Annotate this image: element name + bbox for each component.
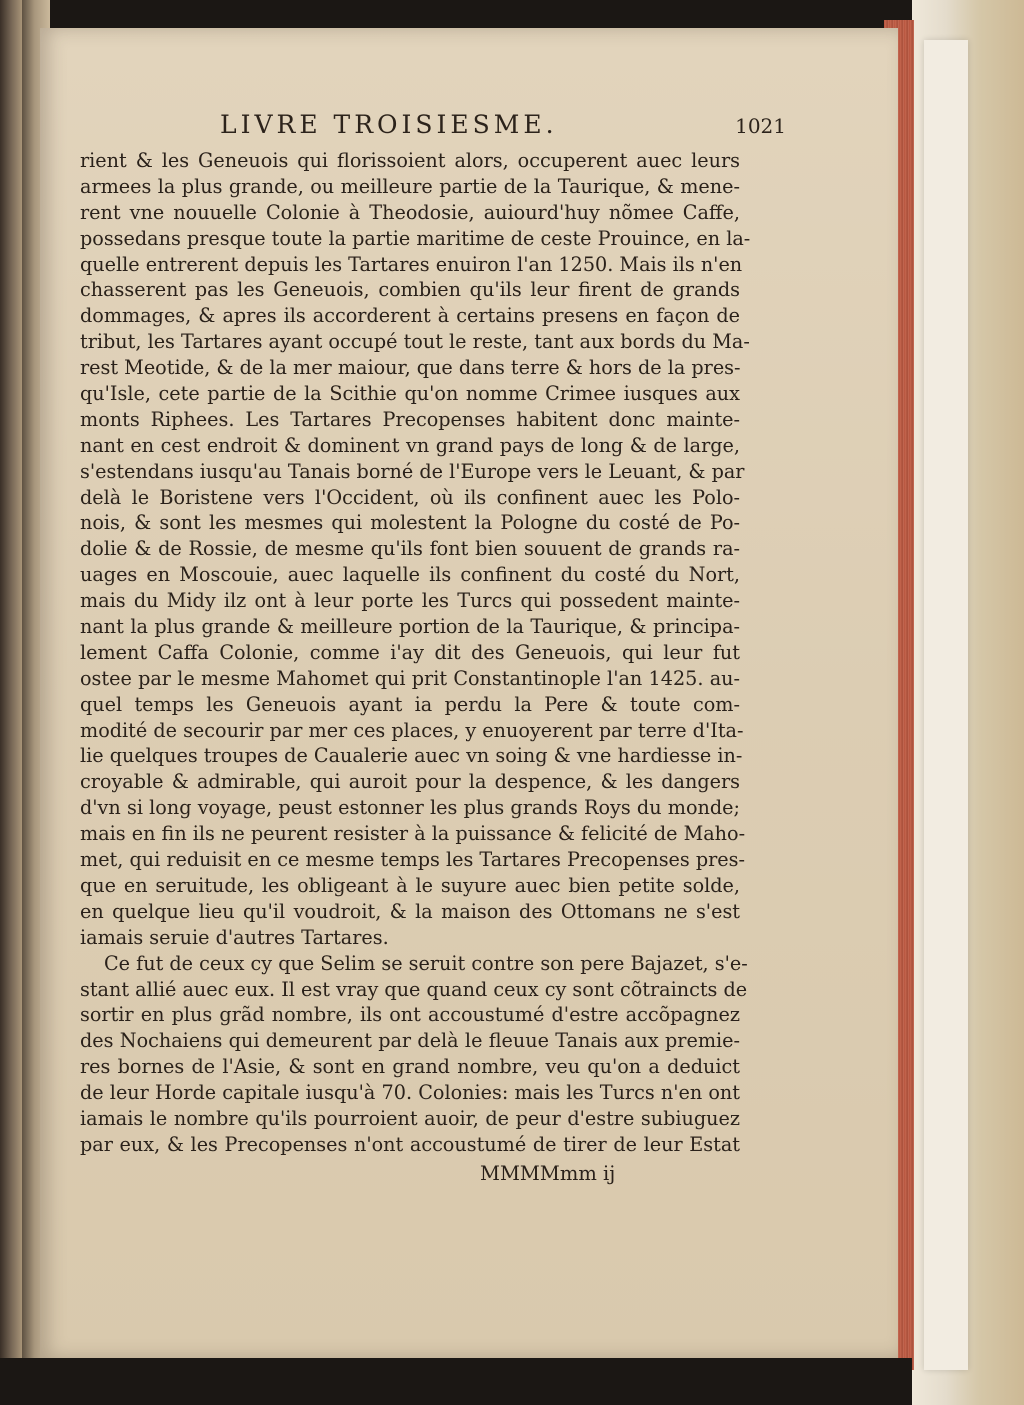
- text-line: de leur Horde capitale iusqu'à 70. Colonies: mais les Turcs n'en ont: [80, 1081, 740, 1105]
- page-header: [80, 108, 786, 144]
- text-line: uages en Moscouie, auec laquelle ils confinent du costé du Nort,: [80, 563, 740, 587]
- text-line: lie quelques troupes de Caualerie auec vn soing & vne hardiesse in-: [80, 744, 743, 768]
- text-line: iamais le nombre qu'ils pourroient auoir, de peur d'estre subiuguez: [80, 1106, 740, 1130]
- running-title: LIVRE TROISIESME.: [220, 110, 558, 139]
- text-line: possedans presque toute la partie maritime de ceste Prouince, en la-: [80, 226, 751, 250]
- text-line: armees la plus grande, ou meilleure partie de la Taurique, & mene-: [80, 174, 740, 198]
- text-line: qu'Isle, cete partie de la Scithie qu'on nomme Crimee iusques aux: [80, 382, 740, 406]
- text-line: lement Caffa Colonie, comme i'ay dit des Geneuois, qui leur fut: [80, 640, 740, 664]
- text-line: mais du Midy ilz ont à leur porte les Turcs qui possedent mainte-: [80, 589, 740, 613]
- text-line: d'vn si long voyage, peust estonner les plus grands Roys du monde;: [80, 796, 740, 820]
- text-line: croyable & admirable, qui auroit pour la despence, & les dangers: [80, 770, 740, 794]
- text-line: rent vne nouuelle Colonie à Theodosie, auiourd'huy nõmee Caffe,: [80, 200, 740, 224]
- paragraph-end-line: iamais seruie d'autres Tartares.: [80, 925, 389, 949]
- text-line: quelle entrerent depuis les Tartares enuiron l'an 1250. Mais ils n'en: [80, 252, 743, 276]
- text-line: delà le Boristene vers l'Occident, où ils confinent auec les Polo-: [80, 485, 740, 509]
- text-line: nois, & sont les mesmes qui molestent la Pologne du costé de Po-: [80, 511, 740, 535]
- paragraph-start-line: Ce fut de ceux cy que Selim se seruit contre son pere Bajazet, s'e-: [104, 951, 748, 975]
- signature-mark: MMMMmm ij: [480, 1161, 616, 1185]
- text-line: par eux, & les Precopenses n'ont accoustumé de tirer de leur Estat: [80, 1132, 740, 1156]
- text-line: rest Meotide, & de la mer maiour, que dans terre & hors de la pres-: [80, 356, 741, 380]
- background-shadow: [0, 1358, 912, 1405]
- text-line: nant la plus grande & meilleure portion de la Taurique, & principa-: [80, 615, 740, 639]
- facing-page-edge: [0, 0, 22, 1405]
- text-line: dommages, & apres ils accorderent à certains presens en façon de: [80, 304, 740, 328]
- text-line: des Nochaiens qui demeurent par delà le fleuue Tanais aux premie-: [80, 1029, 740, 1053]
- text-line: en quelque lieu qu'il voudroit, & la maison des Ottomans ne s'est: [80, 899, 740, 923]
- text-line: stant allié auec eux. Il est vray que quand ceux cy sont cõtraincts de: [80, 977, 748, 1001]
- text-line: tribut, les Tartares ayant occupé tout le reste, tant aux bords du Ma-: [80, 330, 750, 354]
- text-line: quel temps les Geneuois ayant ia perdu la Pere & toute com-: [80, 692, 740, 716]
- text-line: nant en cest endroit & dominent vn grand pays de long & de large,: [80, 433, 740, 457]
- text-line: res bornes de l'Asie, & sont en grand nombre, veu qu'on a deduict: [80, 1055, 740, 1079]
- cover-paper-strip: [924, 40, 968, 1370]
- text-line: chasserent pas les Geneuois, combien qu'ils leur firent de grands: [80, 278, 740, 302]
- text-line: rient & les Geneuois qui florissoient alors, occuperent auec leurs: [80, 149, 740, 172]
- text-line: monts Riphees. Les Tartares Precopenses habitent donc mainte-: [80, 407, 740, 431]
- text-line: dolie & de Rossie, de mesme qu'ils font bien souuent de grands ra-: [80, 537, 740, 561]
- text-line: mais en fin ils ne peurent resister à la puissance & felicité de Maho-: [80, 822, 746, 846]
- signature-line: [80, 1162, 740, 1192]
- page-number: 1021: [735, 114, 786, 138]
- body-text: [80, 148, 751, 1158]
- text-line: ostee par le mesme Mahomet qui prit Constantinople l'an 1425. au-: [80, 666, 740, 690]
- text-line: s'estendans iusqu'au Tanais borné de l'Europe vers le Leuant, & par: [80, 459, 745, 483]
- page-text: [80, 108, 786, 1192]
- text-line: modité de secourir par mer ces places, y enuoyerent par terre d'Ita-: [80, 718, 744, 742]
- text-line: met, qui reduisit en ce mesme temps les Tartares Precopenses pres-: [80, 848, 745, 872]
- text-line: sortir en plus grãd nombre, ils ont accoustumé d'estre accõpagnez: [80, 1003, 740, 1027]
- text-line: que en seruitude, les obligeant à le suyure auec bien petite solde,: [80, 873, 740, 897]
